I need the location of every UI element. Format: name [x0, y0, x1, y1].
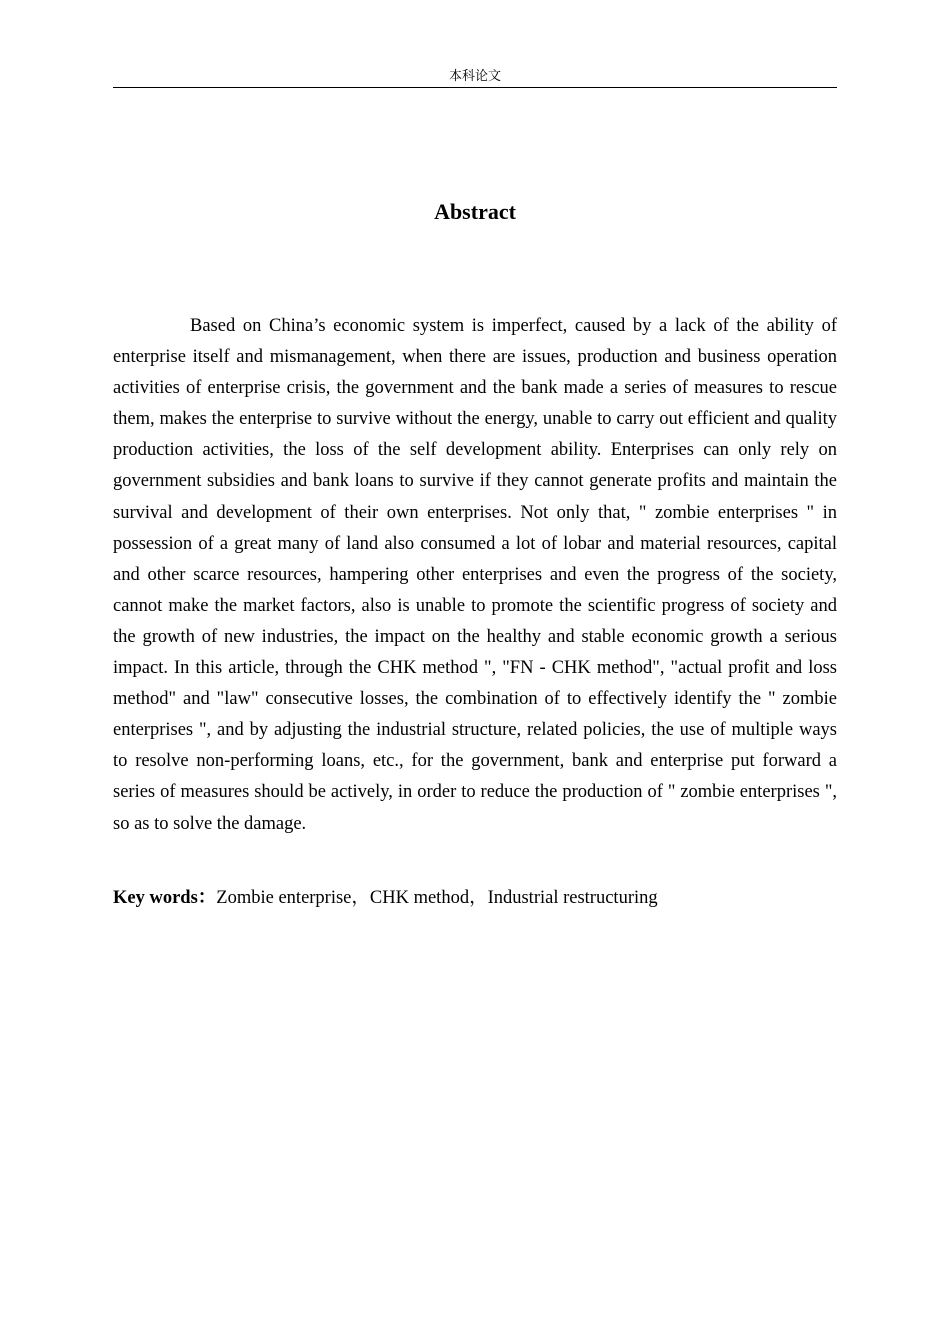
keywords-line: [113, 883, 837, 914]
keywords-label: Key words：: [113, 888, 217, 908]
abstract-title: Abstract: [434, 199, 516, 224]
running-title: 本科论文: [448, 69, 501, 84]
abstract-body: Based on China’s economic system is imperfect, caused by a lack of the ability of enterprise itself and mismanagement, when there are issues, production and business operation activities of enterprise crisis, the government and the bank made a series of measures to rescue them, makes the enterprise to survive without the energy, unable to carry out efficient and quality production activities, the loss of the self development ability. Enterprises can only rely on government subsidies and bank loans to survive if they cannot generate profits and maintain the survival and development of their own enterprises. Not only that, " zombie enterprises " in possession of a great many of land also consumed a lot of lobar and material resources, capital and other scarce resources, hampering other enterprises and even the progress of the society, cannot make the market factors, also is unable to promote the scientific progress of society and the growth of new industries, the impact on the healthy and stable economic growth a serious impact. In this article, through the CHK method ", "FN - CHK method", "actual profit and loss method" and "law" consecutive losses, the combination of to effectively identify the " zombie enterprises ", and by adjusting the industrial structure, related policies, the use of multiple ways to resolve non-performing loans, etc., for the government, bank and enterprise put forward a series of measures should be actively, in order to reduce the production of " zombie enterprises ", so as to solve the damage.: [113, 316, 837, 834]
keywords-list: Zombie enterprise，CHK method，Industrial restructuring: [216, 888, 658, 908]
page-header: [113, 68, 837, 88]
